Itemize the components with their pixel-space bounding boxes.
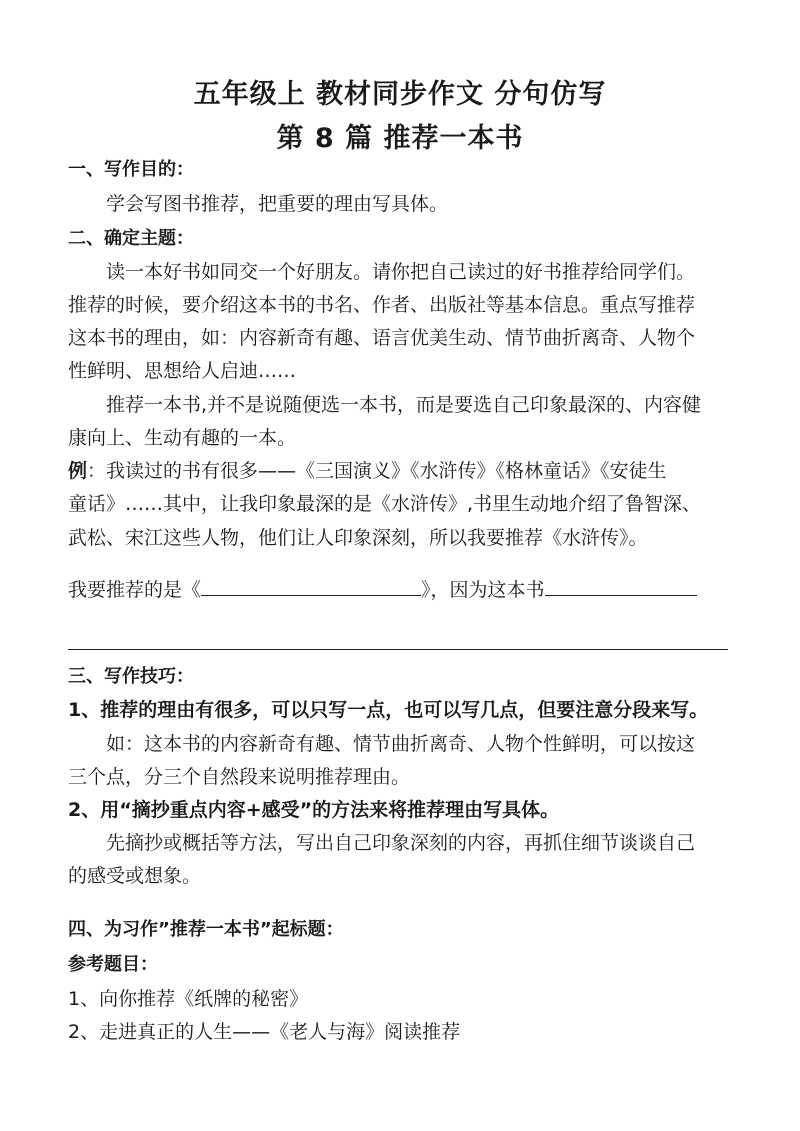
paragraph-line: 性鲜明、思想给人启迪…… xyxy=(68,360,297,382)
article-title: 第 8 篇 推荐一本书 xyxy=(276,123,524,154)
book-title-blank[interactable] xyxy=(201,575,421,596)
example-line: 武松、宋江这些人物，他们让人印象深刻，所以我要推荐《水浒传》。 xyxy=(68,527,648,549)
example-label: 例 xyxy=(68,460,88,482)
fill-prefix: 我要推荐的是《 xyxy=(68,579,202,601)
fill-middle: 》，因为这本书 xyxy=(421,579,545,601)
paragraph-line: 推荐的时候，要介绍这本书的书名、作者、出版社等基本信息。重点写推荐 xyxy=(68,294,696,316)
tip-1-heading: 1、推荐的理由有很多，可以只写一点，也可以写几点，但要注意分段来写。 xyxy=(68,699,709,721)
example-line: 童话》……其中，让我印象最深的是《水浒传》,书里生动地介绍了鲁智深、 xyxy=(68,493,702,515)
example-line xyxy=(0,458,800,484)
section-2-heading: 二、确定主题： xyxy=(68,228,194,249)
reason-blank[interactable] xyxy=(545,575,697,596)
paragraph-line: 推荐一本书,并不是说随便选一本书，而是要选自己印象最深的、内容健 xyxy=(106,394,702,416)
section-1-body: 学会写图书推荐，把重要的理由写具体。 xyxy=(106,193,449,215)
reference-titles-label: 参考题目： xyxy=(68,954,158,975)
paragraph-line: 三个点，分三个自然段来说明推荐理由。 xyxy=(68,766,411,788)
paragraph-line: 如：这本书的内容新奇有趣、情节曲折离奇、人物个性鲜明，可以按这 xyxy=(106,733,696,755)
list-item: 1、向你推荐《纸牌的秘密》 xyxy=(68,988,309,1010)
fill-in-line xyxy=(0,575,800,603)
paragraph-line: 康向上、生动有趣的一本。 xyxy=(68,427,297,449)
section-4-heading: 四、为习作”推荐一本书”起标题： xyxy=(68,919,344,940)
paragraph-line: 读一本好书如同交一个好朋友。请你把自己读过的好书推荐给同学们。 xyxy=(106,261,696,283)
tip-2-heading: 2、用“摘抄重点内容+感受”的方法来将推荐理由写具体。 xyxy=(68,799,560,821)
section-3-heading: 三、写作技巧： xyxy=(68,666,194,687)
reason-continuation-blank[interactable] xyxy=(68,649,728,650)
page-title: 五年级上 教材同步作文 分句仿写 xyxy=(193,79,607,110)
section-1-heading: 一、写作目的： xyxy=(68,159,194,180)
example-text: ：我读过的书有很多——《三国演义》《水浒传》《格林童话》《安徒生 xyxy=(87,460,667,482)
list-item: 2、走进真正的人生——《老人与海》阅读推荐 xyxy=(68,1021,461,1043)
paragraph-line: 这本书的理由，如：内容新奇有趣、语言优美生动、情节曲折离奇、人物个 xyxy=(68,327,696,349)
paragraph-line: 先摘抄或概括等方法，写出自己印象深刻的内容，再抓住细节谈谈自己 xyxy=(106,832,696,854)
paragraph-line: 的感受或想象。 xyxy=(68,865,202,887)
